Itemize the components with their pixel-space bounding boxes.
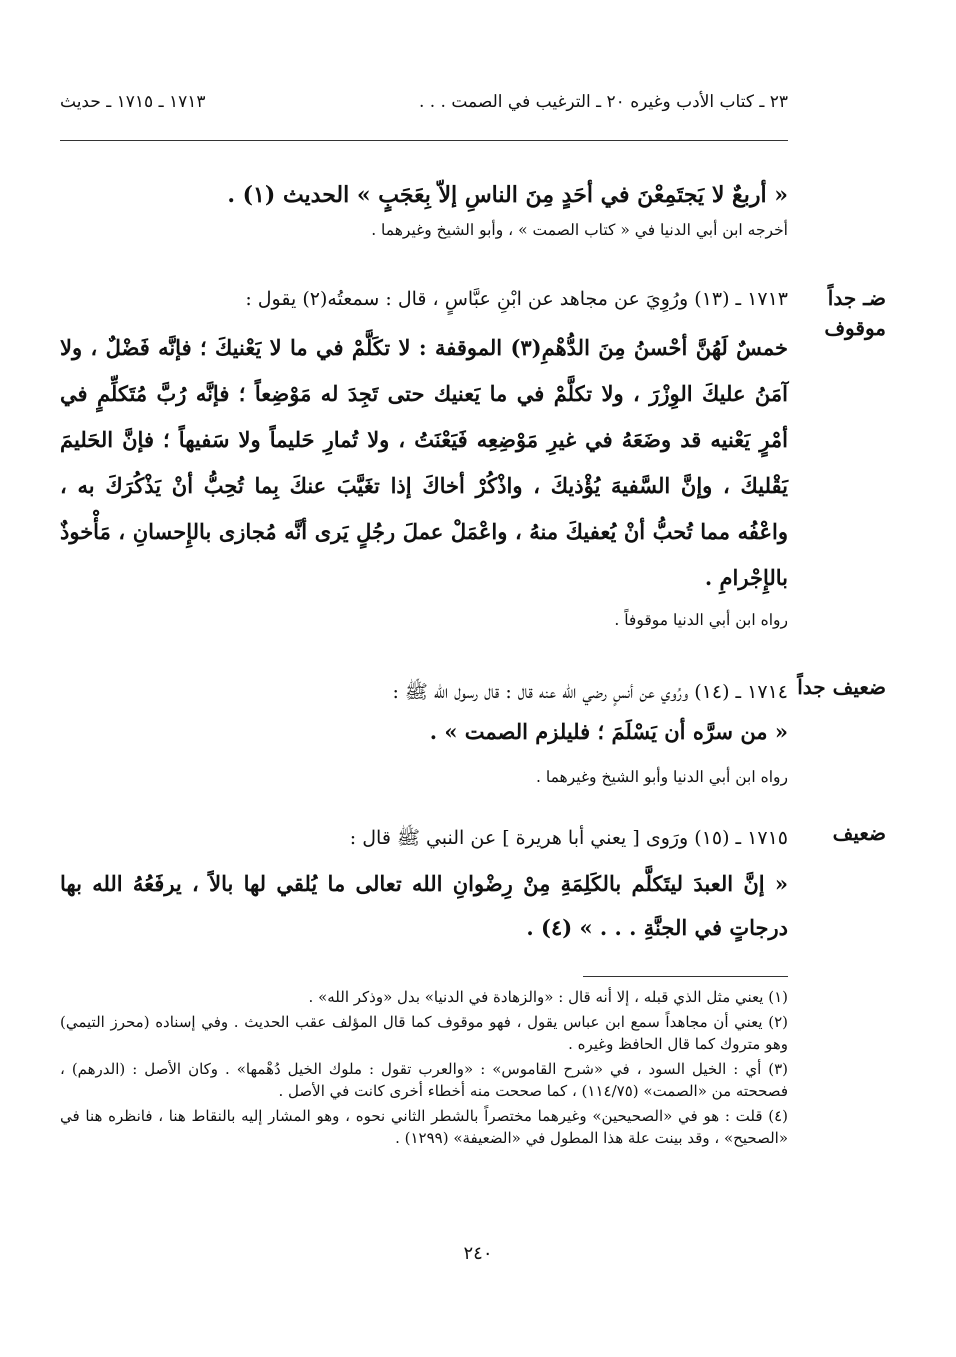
footnote-2: (٢) يعني أن مجاهداً سمع ابن عباس يقول ، فهو موقوف كما قال المؤلف عقب الحديث . وفي إسناده (محرز التيمي) وهو متروك كما قال الحافظ وغيره . <box>60 1012 788 1053</box>
hadith-1715-text: « إنَّ العبدَ ليتَكلَّم بالكَلِمَةِ مِنْ رِضْوانِ الله تعالى ما يُلقي لها بالاً ، يرفَعُهُ الله بها درجاتٍ في الجنَّةِ . . . » (٤) . <box>60 871 788 940</box>
hadith-1715 <box>60 822 788 950</box>
hadith-1713-text: خمسٌ لَهُنَّ أحْسنُ مِنَ الدُّهْمِ(٣) الموقفة : لا تكَلَّمْ في ما لا يَعْنيكَ ؛ فإنَّه فَضْلٌ ، ولا آمَنُ عليكَ الوِزْرَ ، ولا تكلَّمْ في ما يَعنيك حتى تَجِدَ له مَوْضِعاً ؛ فإنَّه رُبَّ مُتَكلِّمٍ في أمْرٍ يَعْنيه قد وضَعَهُ في غيرِ مَوْضِعِه فَيَعْنَتُ ، ولا تُمارِ حَليماً ولا سَفيهاً ؛ فإنَّ الحَليمَ يَقْليكَ ، وإنَّ السَّفيهَ يُؤْذيكَ ، واذْكُرْ أخاكَ إذا تغَيَّبَ عنكَ بِما تُحِبُّ أنْ يَذْكُرَكَ به ، واعْفُه مما تُحبُّ أنْ يُعفيكَ منهُ ، واعْمَلْ عملَ رجُلٍ يَرى أنَّه مُجازى بالإِحسانِ ، مَأْخوذٌ بالإِجْرامِ . <box>60 335 789 590</box>
header-chapter-title: ٢٣ ـ كتاب الأدب وغيره ٢٠ ـ الترغيب في الصمت . . . <box>418 92 788 112</box>
hadith-1715-grade: ضعيف <box>832 821 886 845</box>
hadith-1714-intro: ١٧١٤ ـ (١٤) ورُوي عن أنسٍ رضي الله عنه قال : قال رسول الله ﷺ : <box>392 681 788 703</box>
footnote-1: (١) يعني مثل الذي قبله ، إلا أنه قال : «والزهادة في الدنيا» بدل «وذكر الله» . <box>308 988 788 1006</box>
footnote-4: (٤) قلت : هو في «الصحيحين» وغيرهما مختصراً بالشطر الثاني نحوه ، وهو المشار إليه بالنقاط هنا ، فانظره هنا في «الصحيح» ، وقد بينت علة هذا المطول في «الضعيفة» (١٢٩٩) . <box>60 1106 788 1147</box>
footnote-divider <box>583 976 788 977</box>
hadith-1713-source: رواه ابن أبي الدنيا موقوفاً . <box>614 611 788 629</box>
hadith-1714-grade: ضعيف جداً <box>797 675 886 699</box>
hadith-1713-grade: ضـ جداً موقوف <box>824 286 886 340</box>
hadith-1714 <box>60 676 788 792</box>
continued-hadith-text: « أربعٌ لا يَجتَمِعْنَ في أحَدٍ مِنَ الناسِ إلاّ بِعَجَبٍ » الحديث (١) . <box>227 182 788 208</box>
page-number: ٢٤٠ <box>463 1243 493 1264</box>
hadith-1713 <box>60 283 788 635</box>
hadith-1714-text: « من سرَّه أن يَسْلَمَ ؛ فليلزم الصمت » . <box>429 719 788 744</box>
hadith-1715-intro: ١٧١٥ ـ (١٥) ورَوى [ يعني أبا هريرة ] عن النبي ﷺ قال : <box>349 827 788 849</box>
running-header <box>60 92 788 122</box>
footnote-3: (٣) أي : الخيل السود ، في «شرح القاموس» : «والعرب تقول : ملوك الخيل دُهْمها» . وكان الأصل : (الدرهم) ، فصححته من «الصمت» (١١٤/٧٥) ، كما صححت منه أخطاء أخرى كانت في الأصل . <box>60 1059 788 1100</box>
header-hadith-range: ١٧١٣ ـ ١٧١٥ ـ حديث <box>60 92 206 112</box>
continued-hadith-source: أخرجه ابن أبي الدنيا في « كتاب الصمت » ، وأبو الشيخ وغيرهما . <box>371 221 788 239</box>
hadith-1714-source: رواه ابن أبي الدنيا وأبو الشيخ وغيرهما . <box>536 768 788 786</box>
footnotes <box>60 986 788 1152</box>
continued-hadith-block <box>60 175 788 245</box>
header-divider <box>60 140 788 141</box>
hadith-1713-intro: ١٧١٣ ـ (١٣) ورُوِيَ عن مجاهد عن ابْنِ عبَّاسٍ ، قال : سمعتُه(٢) يقول : <box>245 288 788 310</box>
